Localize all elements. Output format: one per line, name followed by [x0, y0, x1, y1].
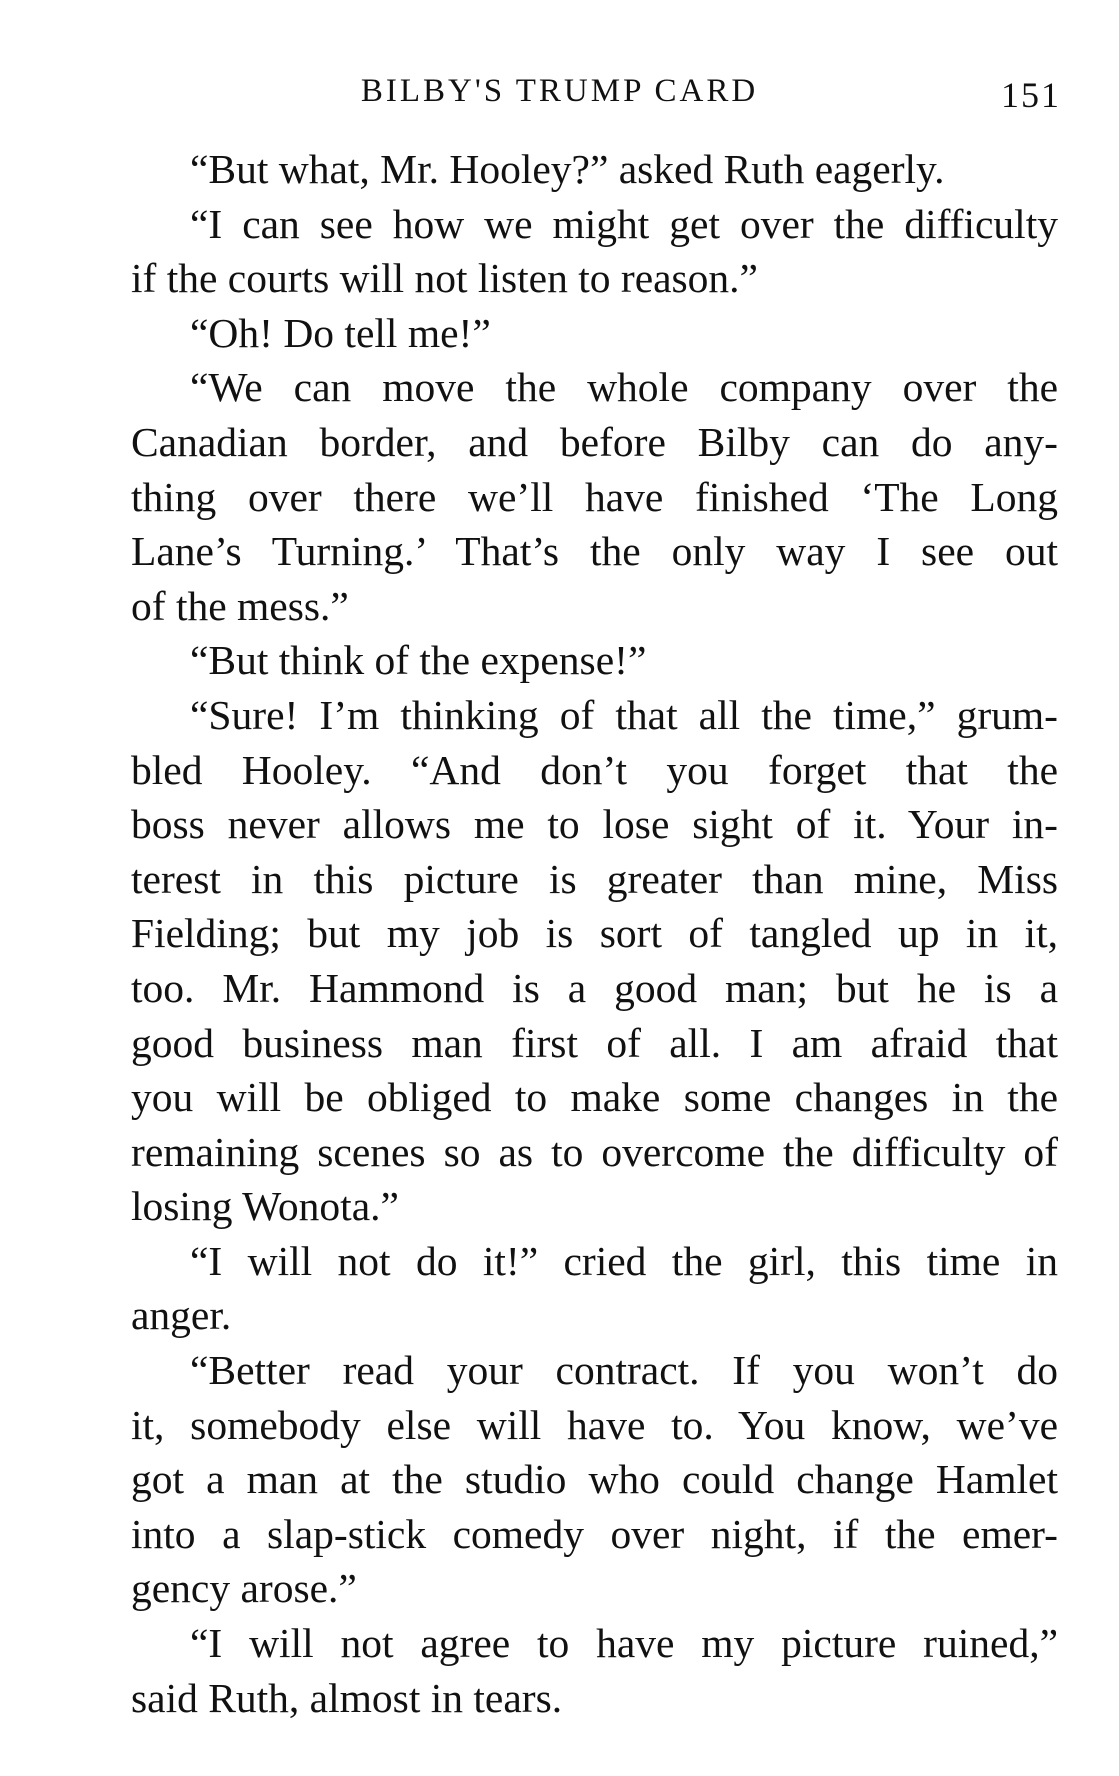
text-line: “But think of the expense!”	[190, 637, 647, 684]
text-line: it, somebody else will have to. You know, we’ve	[131, 1401, 1058, 1448]
text-line: if the courts will not listen to reason.”	[131, 255, 758, 302]
running-head	[0, 66, 1119, 116]
text-line: Fielding; but my job is sort of tangled up in it,	[131, 910, 1058, 957]
text-line: gency arose.”	[131, 1565, 357, 1612]
text-line: anger.	[131, 1292, 232, 1339]
text-line: good business man first of all. I am afraid that	[131, 1019, 1058, 1066]
paragraph	[72, 360, 1058, 633]
text-line: into a slap-stick comedy over night, if the emer-	[131, 1510, 1058, 1557]
text-line: bled Hooley. “And don’t you forget that the	[131, 746, 1058, 793]
text-line: thing over there we’ll have finished ‘The Long	[131, 473, 1058, 520]
text-line: “Better read your contract. If you won’t do	[190, 1347, 1058, 1394]
text-line: “We can move the whole company over the	[190, 364, 1058, 411]
paragraph	[72, 688, 1058, 1234]
text-line: “I will not do it!” cried the girl, this time in	[190, 1237, 1058, 1284]
text-line: losing Wonota.”	[131, 1183, 399, 1230]
text-line: you will be obliged to make some changes in the	[131, 1074, 1058, 1121]
paragraph	[72, 1343, 1058, 1616]
text-line: “Oh! Do tell me!”	[190, 309, 491, 356]
paragraph	[72, 306, 1058, 361]
paragraph	[72, 197, 1058, 306]
text-line: said Ruth, almost in tears.	[131, 1674, 563, 1721]
text-line: boss never allows me to lose sight of it. Your in-	[131, 801, 1058, 848]
text-line: Canadian border, and before Bilby can do any-	[131, 418, 1058, 465]
running-title: BILBY'S TRUMP CARD	[360, 73, 759, 109]
text-line: “But what, Mr. Hooley?” asked Ruth eagerly.	[190, 146, 945, 192]
page-number: 151	[1001, 75, 1061, 115]
body-text	[72, 142, 1058, 1725]
text-line: Lane’s Turning.’ That’s the only way I see out	[131, 528, 1058, 575]
text-line: got a man at the studio who could change Hamlet	[131, 1456, 1058, 1503]
paragraph	[72, 1616, 1058, 1725]
paragraph	[72, 142, 1058, 197]
text-line: of the mess.”	[131, 582, 349, 629]
text-line: “I will not agree to have my picture ruined,”	[190, 1620, 1058, 1667]
text-line: too. Mr. Hammond is a good man; but he is a	[131, 964, 1058, 1011]
text-line: terest in this picture is greater than mine, Miss	[131, 855, 1058, 902]
text-line: remaining scenes so as to overcome the difficulty of	[131, 1128, 1058, 1175]
text-line: “Sure! I’m thinking of that all the time,” grum-	[190, 691, 1058, 738]
paragraph	[72, 633, 1058, 688]
paragraph	[72, 1234, 1058, 1343]
text-line: “I can see how we might get over the difficulty	[190, 200, 1058, 247]
